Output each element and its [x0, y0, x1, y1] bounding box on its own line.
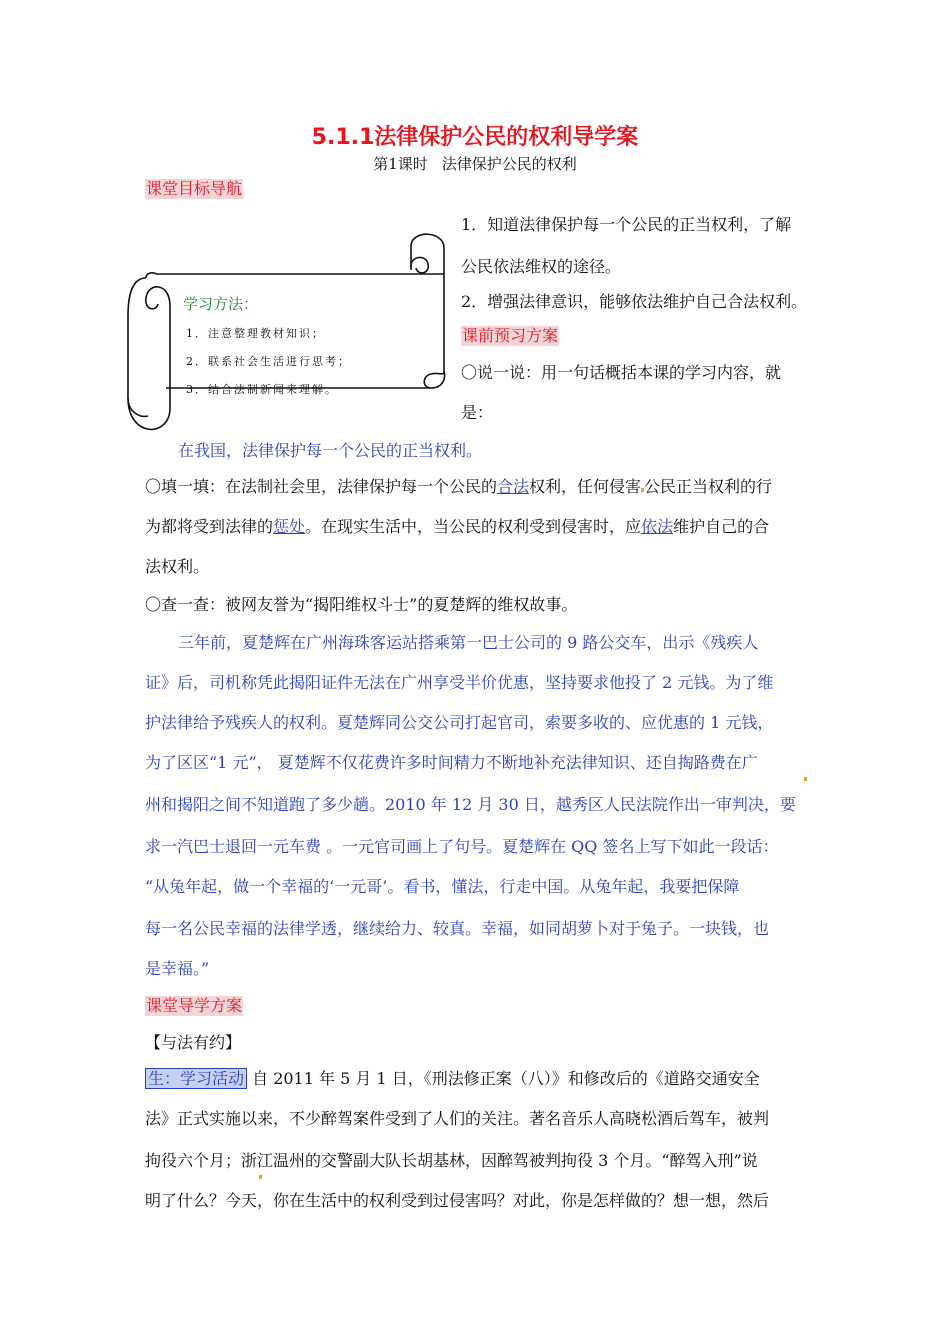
story-line: 三年前，夏楚辉在广州海珠客运站搭乘第一巴士公司的 9 路公交车，出示《残疾人 — [178, 633, 759, 652]
fill-blank-answer: 合法 — [497, 477, 530, 496]
marker-dot — [804, 766, 807, 785]
story-line: 州和揭阳之间不知道跑了多少趟。2010 年 12 月 30 日，越秀区人民法院作出一审判决，要 — [145, 795, 796, 814]
story-line: 每一名公民幸福的法律学透，继续给力、较真。幸福，如同胡萝卜对于兔子。一块钱，也 — [145, 919, 770, 938]
section-preview: 课前预习方案 — [462, 326, 559, 345]
marker-dot — [259, 1164, 262, 1183]
study-method-item: 1．注意整理教材知识； — [186, 327, 325, 340]
study-method-item: 2．联系社会生活进行思考； — [186, 355, 351, 368]
goal-line: 2．增强法律意识，能够依法维护自己合法权利。 — [461, 292, 808, 311]
agreement-text: 自 2011 年 5 月 1 日，《刑法修正案（八）》和修改后的《道路交通安全 — [247, 1069, 760, 1088]
fill-line-2 — [145, 516, 769, 538]
fill-text: 。在现实生活中，当公民的权利受到侵害时，应 — [305, 517, 642, 536]
goal-line: 公民依法维权的途径。 — [461, 257, 622, 276]
fill-blank-answer: 惩处 — [273, 517, 306, 536]
fill-text: 公民正当权利的行 — [644, 477, 773, 496]
lesson-topic: 法律保护公民的权利 — [441, 155, 577, 173]
story-line: 证》后，司机称凭此揭阳证件无法在广州享受半价优惠，坚持要求他投了 2 元钱。为了维 — [145, 673, 774, 692]
story-line: 求一汽巴士退回一元车费 。一元官司画上了句号。夏楚辉在 QQ 签名上写下如此一段话： — [145, 837, 779, 856]
study-method-title: 学习方法： — [183, 295, 259, 313]
agreement-line: 明了什么？今天，你在生活中的权利受到过侵害吗？对此，你是怎样做的？想一想，然后 — [145, 1191, 770, 1210]
agreement-line: 拘役六个月；浙江温州的交警副大队长胡基林，因醉驾被判拘役 3 个月。“醉驾入刑”说 — [145, 1151, 758, 1170]
story-line: 护法律给予残疾人的权利。夏楚辉同公交公司打起官司，索要多收的、应优惠的 1 元钱， — [145, 713, 774, 732]
fill-text: 权利，任何侵害 — [529, 477, 642, 496]
say-prompt-end: 是： — [461, 403, 494, 422]
activity-label: 生：学习活动 — [145, 1068, 247, 1089]
agreement-heading: 【与法有约】 — [145, 1033, 242, 1052]
fill-blank-answer: 依法 — [641, 517, 674, 536]
agreement-line-1 — [145, 1068, 760, 1090]
say-answer: 在我国，法律保护每一个公民的正当权利。 — [178, 441, 483, 460]
fill-line-1 — [145, 476, 772, 498]
story-line: “从兔年起，做一个幸福的‘一元哥’。看书，懂法，行走中国。从兔年起，我要把保障 — [145, 877, 740, 896]
lesson-number: 第1课时 — [373, 155, 428, 173]
fill-line-3: 法权利。 — [145, 557, 210, 576]
page-title: 5.1.1法律保护公民的权利导学案 — [311, 125, 639, 150]
lesson-subtitle — [0, 153, 950, 174]
say-prompt: 〇说一说：用一句话概括本课的学习内容，就 — [461, 363, 782, 382]
section-goal-nav: 课堂目标导航 — [146, 179, 243, 198]
story-line: 为了区区“1 元”， 夏楚辉不仅花费许多时间精力不断地补充法律知识、还自掏路费在广 — [145, 753, 758, 772]
section-guide: 课堂导学方案 — [146, 996, 243, 1015]
fill-text: 〇填一填：在法制社会里，法律保护每一个公民的 — [145, 477, 498, 496]
check-prompt: 〇查一查：被网友誉为“揭阳维权斗士”的夏楚辉的维权故事。 — [145, 595, 578, 614]
study-method-item: 3．结合法制新闻来理解。 — [186, 383, 338, 396]
story-line: 是幸福。” — [145, 959, 210, 978]
fill-text: 维护自己的合 — [673, 517, 770, 536]
goal-line: 1．知道法律保护每一个公民的正当权利，了解 — [461, 215, 792, 234]
agreement-line: 法》正式实施以来，不少醉驾案件受到了人们的关注。著名音乐人高晓松酒后驾车，被判 — [145, 1109, 770, 1128]
fill-text: 为都将受到法律的 — [145, 517, 274, 536]
